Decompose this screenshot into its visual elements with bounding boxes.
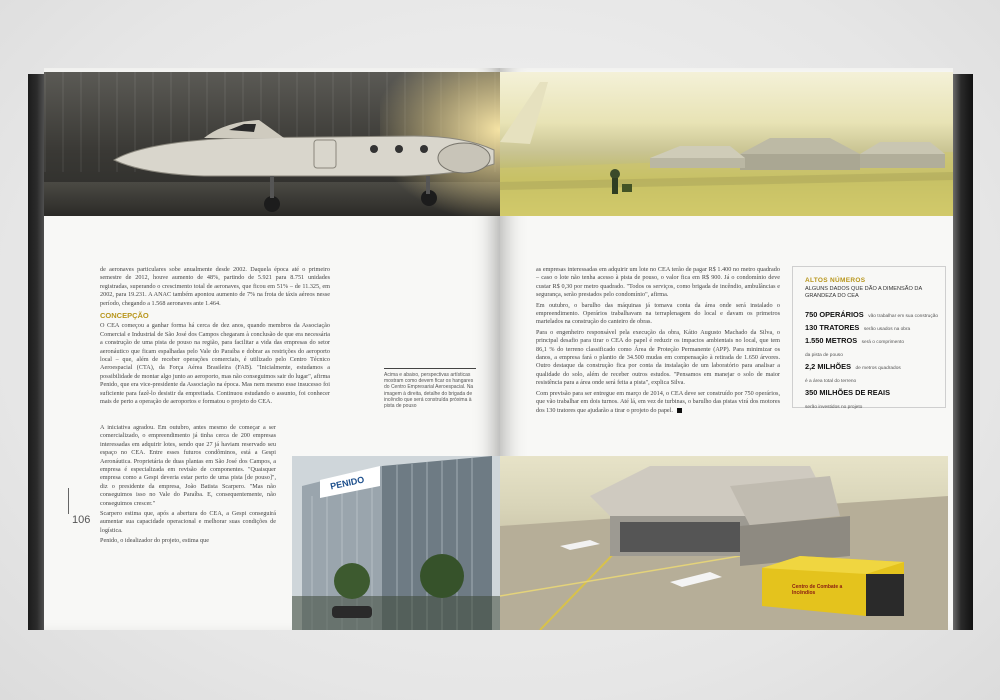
lead-text-block [100,266,330,409]
hangar-render-illustration [500,456,948,630]
stats-sidebar [792,266,946,408]
right-paragraph-1: as empresas interessadas em adquirir um lote no CEA terão de pagar R$ 1.400 no metro quadrado – caso o lote não tenha acesso à pista de pouso, o valor fica em R$ 900. Já o condomínio deve custar R$ 0,30 por metro quadrado. "Todos os serviços, como brigada de incêndio, ambulâncias e segurança, serão prestados pelo condomínio", afirma. [536,266,780,299]
narrow-paragraph-1: A iniciativa agradou. Em outubro, antes mesmo de começar a ser comercializado, o empreendimento já tinha cerca de 200 empresas interessadas em adquirir lotes, sendo que 27 já haviam reservado seu espaço no CEA. Entre esses futuros condôminos, está a Gespi Aeronáutica. Proprietária de duas plantas em São José dos Campos, a empresa é especializada em revisão de componentes. "Quaisquer empresa como a Gespi deveria estar perto de uma pista [de pouso]", diz o presidente da empresa, João Batista Scarpero. "Mas não conseguimos isso no Vale do Paraíba. E, consequentemente, não conseguimos crescer." [100,424,276,507]
narrow-text-block [100,424,276,548]
left-folio: 106 [72,514,91,526]
sidebar-title: ALTOS NÚMEROS [805,277,866,284]
left-page [44,68,500,630]
fact-row: 1.550 METROS será o comprimento [805,336,905,345]
office-building-photo [292,456,500,630]
hangar-jet-photo [44,72,500,216]
hangar-render-photo [500,456,948,630]
end-of-article-mark [677,408,682,413]
right-paragraph-3: Para o engenheiro responsável pela execução da obra, Kátio Augusto Machado da Silva, o principal desafio para tirar o CEA do papel é reduzir os impactos ambientais no local, que tem 86,1 % do terreno classificado como Área de Proteção Permanente (APP). Para minimizar os danos, a empresa fará o plantio de 34.500 mudas em compensação à retirada de 1.650 árvores. Outro destaque da construção fica por conta da instalação de um laboratório para analisar a qualidade do solo, além de receber outros estudos. "Pensamos em manejar o solo de maior resistência para a área onde será feita a pista", explica Silva. [536,328,780,387]
airfield-apron-photo [500,72,953,216]
fact-row: serão investidos no projeto [805,405,863,410]
right-paragraph-4: Com previsão para ser entregue em março de 2014, o CEA deve ser construído por 750 operários, que vão trabalhar em dois turnos. Até lá, em vez de turbinas, o barulho das pistas virá dos motores dos 130 tratores que ajudarão a tirar o projeto do papel. [536,389,780,414]
building-illustration [292,456,500,630]
concepcao-paragraph: O CEA começou a ganhar forma há cerca de dez anos, quando membros da Associação Comercial e Industrial de São José dos Campos chegaram à conclusão de que era necessária a construção de uma pista de pouso na região, para facilitar a vida das empresas do setor aeronáutico que ficam espalhadas pelo Vale do Paraíba e dobrar as restrições do aeroporto local – que, além de receber operações comerciais, é utilizado pelo Centro Técnico Aeroespacial (CTA), da Força Aérea Brasileira (FAB). "Inicialmente, estudamos a possibilidade de montar algo junto ao aeroporto, mas não conseguimos sair do lugar", afirma Penido, que era vice-presidente da Associação na época. Mas nem mesmo esse insucesso foi suficiente para fazê-lo desistir da empreitada. Continuou estudando o assunto, foi conhecer mais de perto a operação de aeroportos e formatou o projeto do CEA. [100,322,330,406]
sidebar-subtitle: ALGUNS DADOS QUE DÃO A DIMENSÃO DA GRANDEZA DO CEA [805,286,922,299]
fact-row: da pista de pouso [805,353,843,358]
fact-row: 130 TRATORES serão usados na obra [805,323,911,332]
right-text-block [536,266,780,417]
photo-caption: Acima e abaixo, perspectivas artísticas mostram como devem ficar os hangares do Centro Empresarial Aeroespacial. Na imagem à direita, detalhe do brigada de incêndio que será construída próxima à pista de pouso [384,368,476,409]
narrow-paragraph-3: Penido, o idealizador do projeto, estima que [100,537,209,545]
building-sign: PENIDO [329,474,366,492]
jet-illustration [84,92,500,216]
fact-row: 2,2 MILHÕES de metros quadrados [805,362,901,371]
right-paragraph-2: Em outubro, o barulho das máquinas já tomava conta da área onde será instalado o empreendimento. Operários trabalhavam na terraplenagem do local e davam os primeiros martelados na construção do canteiro de obras. [536,301,780,326]
lead-paragraph: de aeronaves particulares sobe anualmente desde 2002. Daquela época até o primeiro semestre de 2012, houve aumento de 48%, partindo de 5.921 para 8.751 unidades registradas, superando o crescimento total de aeronaves, que ficou em 51% – de 11.325, em 2002, para 19.231. A ANAC também apontou aumento de 7% na frota de táxis aéreos nesse período, chegando a 1.568 aeronaves ante 1.464. [100,266,330,307]
magazine-spread [28,68,973,630]
fact-row: 350 MILHÕES DE REAIS [805,388,891,397]
airfield-illustration [500,72,953,216]
right-book-edge [953,74,973,630]
section-heading: CONCEPÇÃO [100,311,149,321]
right-page [500,68,953,630]
fact-row: é a área total do terreno [805,379,857,384]
hangar-sign: Centro de Combate a Incêndios [792,584,843,596]
narrow-paragraph-2: Scarpero estima que, após a abertura do CEA, a Gespi conseguirá aumentar sua capacidade operacional e melhorar suas condições de logística. [100,510,276,534]
fact-row: 750 OPERÁRIOS vão trabalhar em sua construção [805,310,939,319]
